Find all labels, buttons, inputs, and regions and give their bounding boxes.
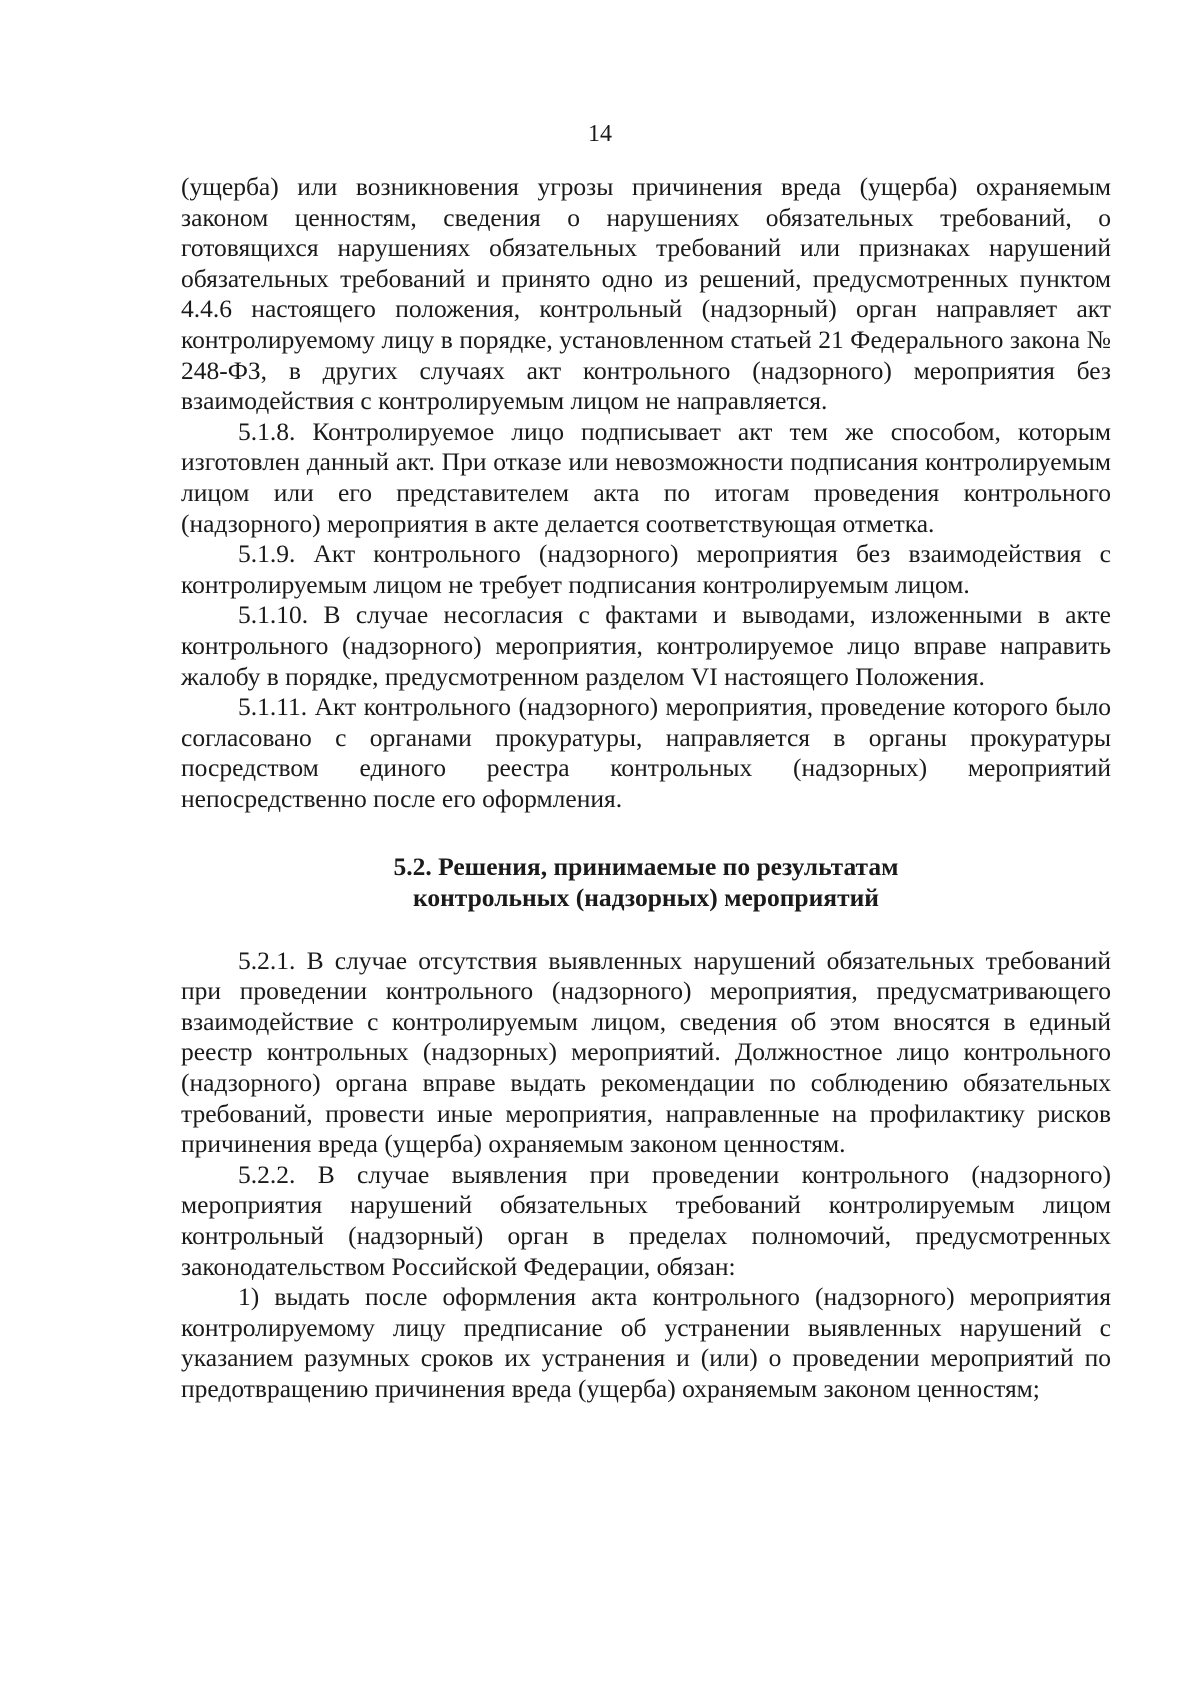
section-heading (181, 852, 1111, 913)
section-heading-line-2: контрольных (надзорных) мероприятий (412, 883, 880, 913)
document-body (181, 172, 1111, 1405)
page-number: 14 (588, 121, 612, 147)
paragraph-continued: (ущерба) или возникновения угрозы причинения вреда (ущерба) охраняемым законом ценностям, сведения о нарушениях обязательных требований, о готовящихся нарушениях обязательных требований или признаках нарушений обязательных требований и принято одно из решений, предусмотренных пунктом 4.4.6 настоящего положения, контрольный (надзорный) орган направляет акт контролируемому лицу в порядке, установленном статьей 21 Федерального закона № 248-ФЗ, в других случаях акт контрольного (надзорного) мероприятия без взаимодействия с контролируемым лицом не направляется. (181, 172, 1111, 416)
paragraph-5-1-8: 5.1.8. Контролируемое лицо подписывает акт тем же способом, которым изготовлен данный акт. При отказе или невозможности подписания контролируемым лицом или его представителем акта по итогам проведения контрольного (надзорного) мероприятия в акте делается соответствующая отметка. (181, 416, 1111, 538)
paragraph-5-1-10: 5.1.10. В случае несогласия с фактами и выводами, изложенными в акте контрольного (надзорного) мероприятия, контролируемое лицо вправе направить жалобу в порядке, предусмотренном разделом VI настоящего Положения. (181, 600, 1111, 691)
paragraph-item-1: 1) выдать после оформления акта контрольного (надзорного) мероприятия контролируемому лицу предписание об устранении выявленных нарушений с указанием разумных сроков их устранения и (или) о проведении мероприятий по предотвращению причинения вреда (ущерба) охраняемым законом ценностям; (181, 1282, 1111, 1403)
paragraph-5-2-1: 5.2.1. В случае отсутствия выявленных нарушений обязательных требований при проведении контрольного (надзорного) мероприятия, предусматривающего взаимодействие с контролируемым лицом, сведения об этом вносятся в единый реестр контрольных (надзорных) мероприятий. Должностное лицо контрольного (надзорного) органа вправе выдать рекомендации по соблюдению обязательных требований, провести иные мероприятия, направленные на профилактику рисков причинения вреда (ущерба) охраняемым законом ценностям. (181, 945, 1111, 1159)
section-heading-line-1: 5.2. Решения, принимаемые по результатам (393, 852, 899, 882)
paragraph-5-1-11: 5.1.11. Акт контрольного (надзорного) мероприятия, проведение которого было согласовано с органами прокуратуры, направляется в органы прокуратуры посредством единого реестра контрольных (надзорных) мероприятий непосредственно после его оформления. (181, 692, 1111, 813)
paragraph-5-2-2: 5.2.2. В случае выявления при проведении контрольного (надзорного) мероприятия нарушений обязательных требований контролируемым лицом контрольный (надзорный) орган в пределах полномочий, предусмотренных законодательством Российской Федерации, обязан: (181, 1159, 1111, 1281)
paragraph-5-1-9: 5.1.9. Акт контрольного (надзорного) мероприятия без взаимодействия с контролируемым лицом не требует подписания контролируемым лицом. (181, 539, 1111, 599)
